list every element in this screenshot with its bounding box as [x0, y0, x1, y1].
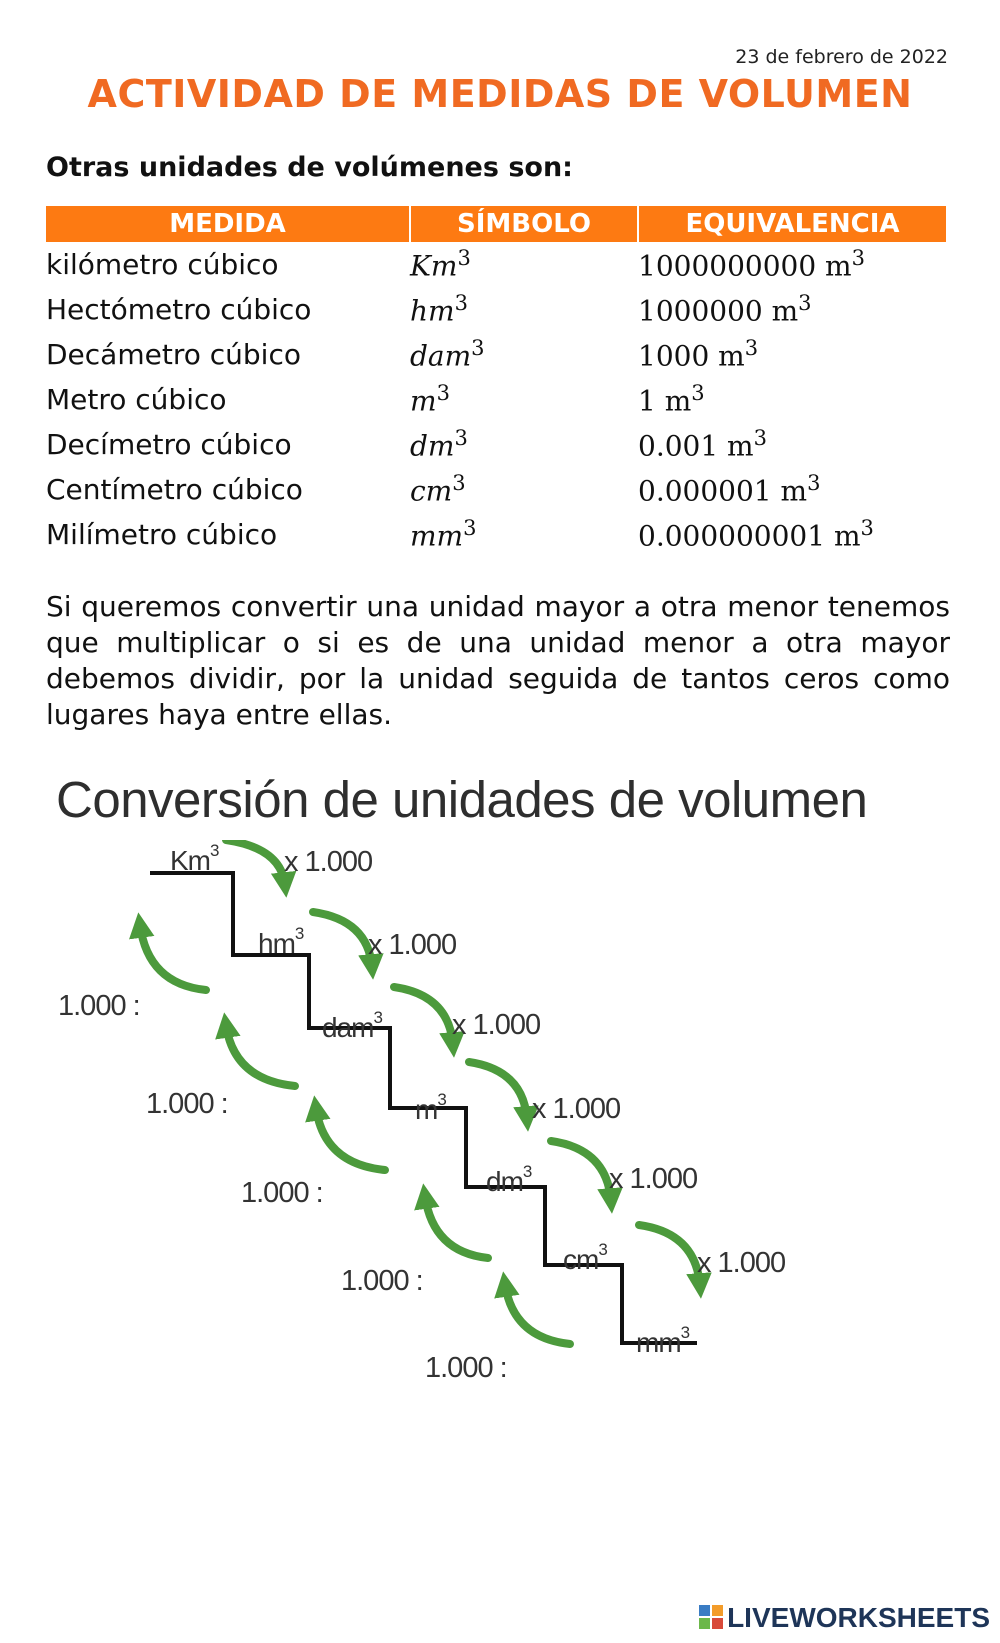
unit-label: dam$^3$ [322, 1008, 382, 1043]
unit-symbol: dam$^3$ [410, 336, 485, 373]
multiply-arrow [639, 1225, 700, 1286]
brand-name: LIVEWORKSHEETS [727, 1602, 990, 1633]
divide-label: 1.000 : [241, 1177, 323, 1209]
divide-arrow [226, 1025, 295, 1086]
unit-equivalence: 0.000001 $m^3$ [638, 471, 821, 508]
divide-arrow [425, 1196, 488, 1258]
multiply-arrow [394, 987, 453, 1045]
unit-label: $cm^3$ [563, 1240, 607, 1275]
divide-arrow [316, 1108, 385, 1170]
divide-label: 1.000 : [58, 990, 140, 1022]
divide-label: 1.000 : [425, 1352, 507, 1384]
multiply-label: x 1.000 [532, 1093, 621, 1125]
unit-name: Hectómetro cúbico [46, 293, 312, 326]
unit-label: $m^3$ [415, 1090, 446, 1125]
unit-equivalence: 0.001 $m^3$ [638, 426, 767, 463]
unit-symbol: $m^3$ [410, 381, 450, 418]
header-medida: MEDIDA [46, 206, 410, 242]
multiply-label: x 1.000 [697, 1247, 786, 1279]
unit-name: kilómetro cúbico [46, 248, 279, 281]
unit-symbol: $dm^3$ [410, 426, 468, 463]
unit-label: $mm^3$ [636, 1323, 690, 1358]
unit-symbol: $cm^3$ [410, 471, 466, 508]
explanation-paragraph: Si queremos convertir una unidad mayor a otra menor tenemos que multiplicar o si es de una unidad menor a otra mayor debemos dividir, por la unidad seguida de tantos ceros como lugares haya entre ellas. [46, 590, 950, 731]
labels [58, 841, 785, 1384]
liveworksheets-logo-icon [698, 1604, 724, 1630]
unit-symbol: Km$^3$ [410, 246, 471, 283]
multiply-arrow [551, 1141, 611, 1201]
divide-arrow [140, 925, 206, 990]
unit-name: Decímetro cúbico [46, 428, 292, 461]
multiply-label: x 1.000 [368, 929, 457, 961]
page-title: ACTIVIDAD DE MEDIDAS DE VOLUMEN [87, 72, 913, 116]
divide-label: 1.000 : [341, 1265, 423, 1297]
unit-equivalence: 1000 $m^3$ [638, 336, 759, 373]
table-row [46, 377, 946, 422]
table-intro: Otras unidades de volúmenes son: [46, 152, 573, 183]
unit-label: Km$^3$ [170, 841, 219, 876]
unit-name: Centímetro cúbico [46, 473, 303, 506]
unit-symbol: $mm^3$ [410, 516, 477, 553]
multiply-label: x 1.000 [284, 846, 373, 878]
table-row [46, 512, 946, 557]
unit-equivalence: 0.000000001 $m^3$ [638, 516, 874, 553]
table-row [46, 287, 946, 332]
divide-label: 1.000 : [146, 1088, 228, 1120]
unit-equivalence: 1000000000 $m^3$ [638, 246, 865, 283]
unit-label: $hm^3$ [258, 924, 304, 959]
header-simbolo: SÍMBOLO [410, 206, 638, 242]
multiply-label: x 1.000 [452, 1009, 541, 1041]
unit-name: Milímetro cúbico [46, 518, 278, 551]
unit-name: Decámetro cúbico [46, 338, 301, 371]
unit-name: Metro cúbico [46, 383, 227, 416]
table-row [46, 242, 946, 287]
table-row [46, 332, 946, 377]
multiply-arrow [469, 1062, 527, 1119]
diagram-title: Conversión de unidades de volumen [56, 771, 868, 828]
divide-arrow [505, 1284, 570, 1344]
multiply-label: x 1.000 [609, 1163, 698, 1195]
table-header-row [46, 206, 946, 242]
date: 23 de febrero de 2022 [735, 46, 948, 68]
table-row [46, 467, 946, 512]
unit-equivalence: 1 $m^3$ [638, 381, 705, 418]
unit-equivalence: 1000000 $m^3$ [638, 291, 812, 328]
brand-logo [698, 1602, 990, 1634]
conversion-staircase-diagram [0, 840, 1000, 1400]
unit-label: $dm^3$ [486, 1162, 532, 1197]
unit-symbol: $hm^3$ [410, 291, 468, 328]
header-equivalencia: EQUIVALENCIA [638, 206, 946, 242]
multiply-arrow [313, 912, 372, 967]
units-table [46, 206, 946, 557]
table-row [46, 422, 946, 467]
